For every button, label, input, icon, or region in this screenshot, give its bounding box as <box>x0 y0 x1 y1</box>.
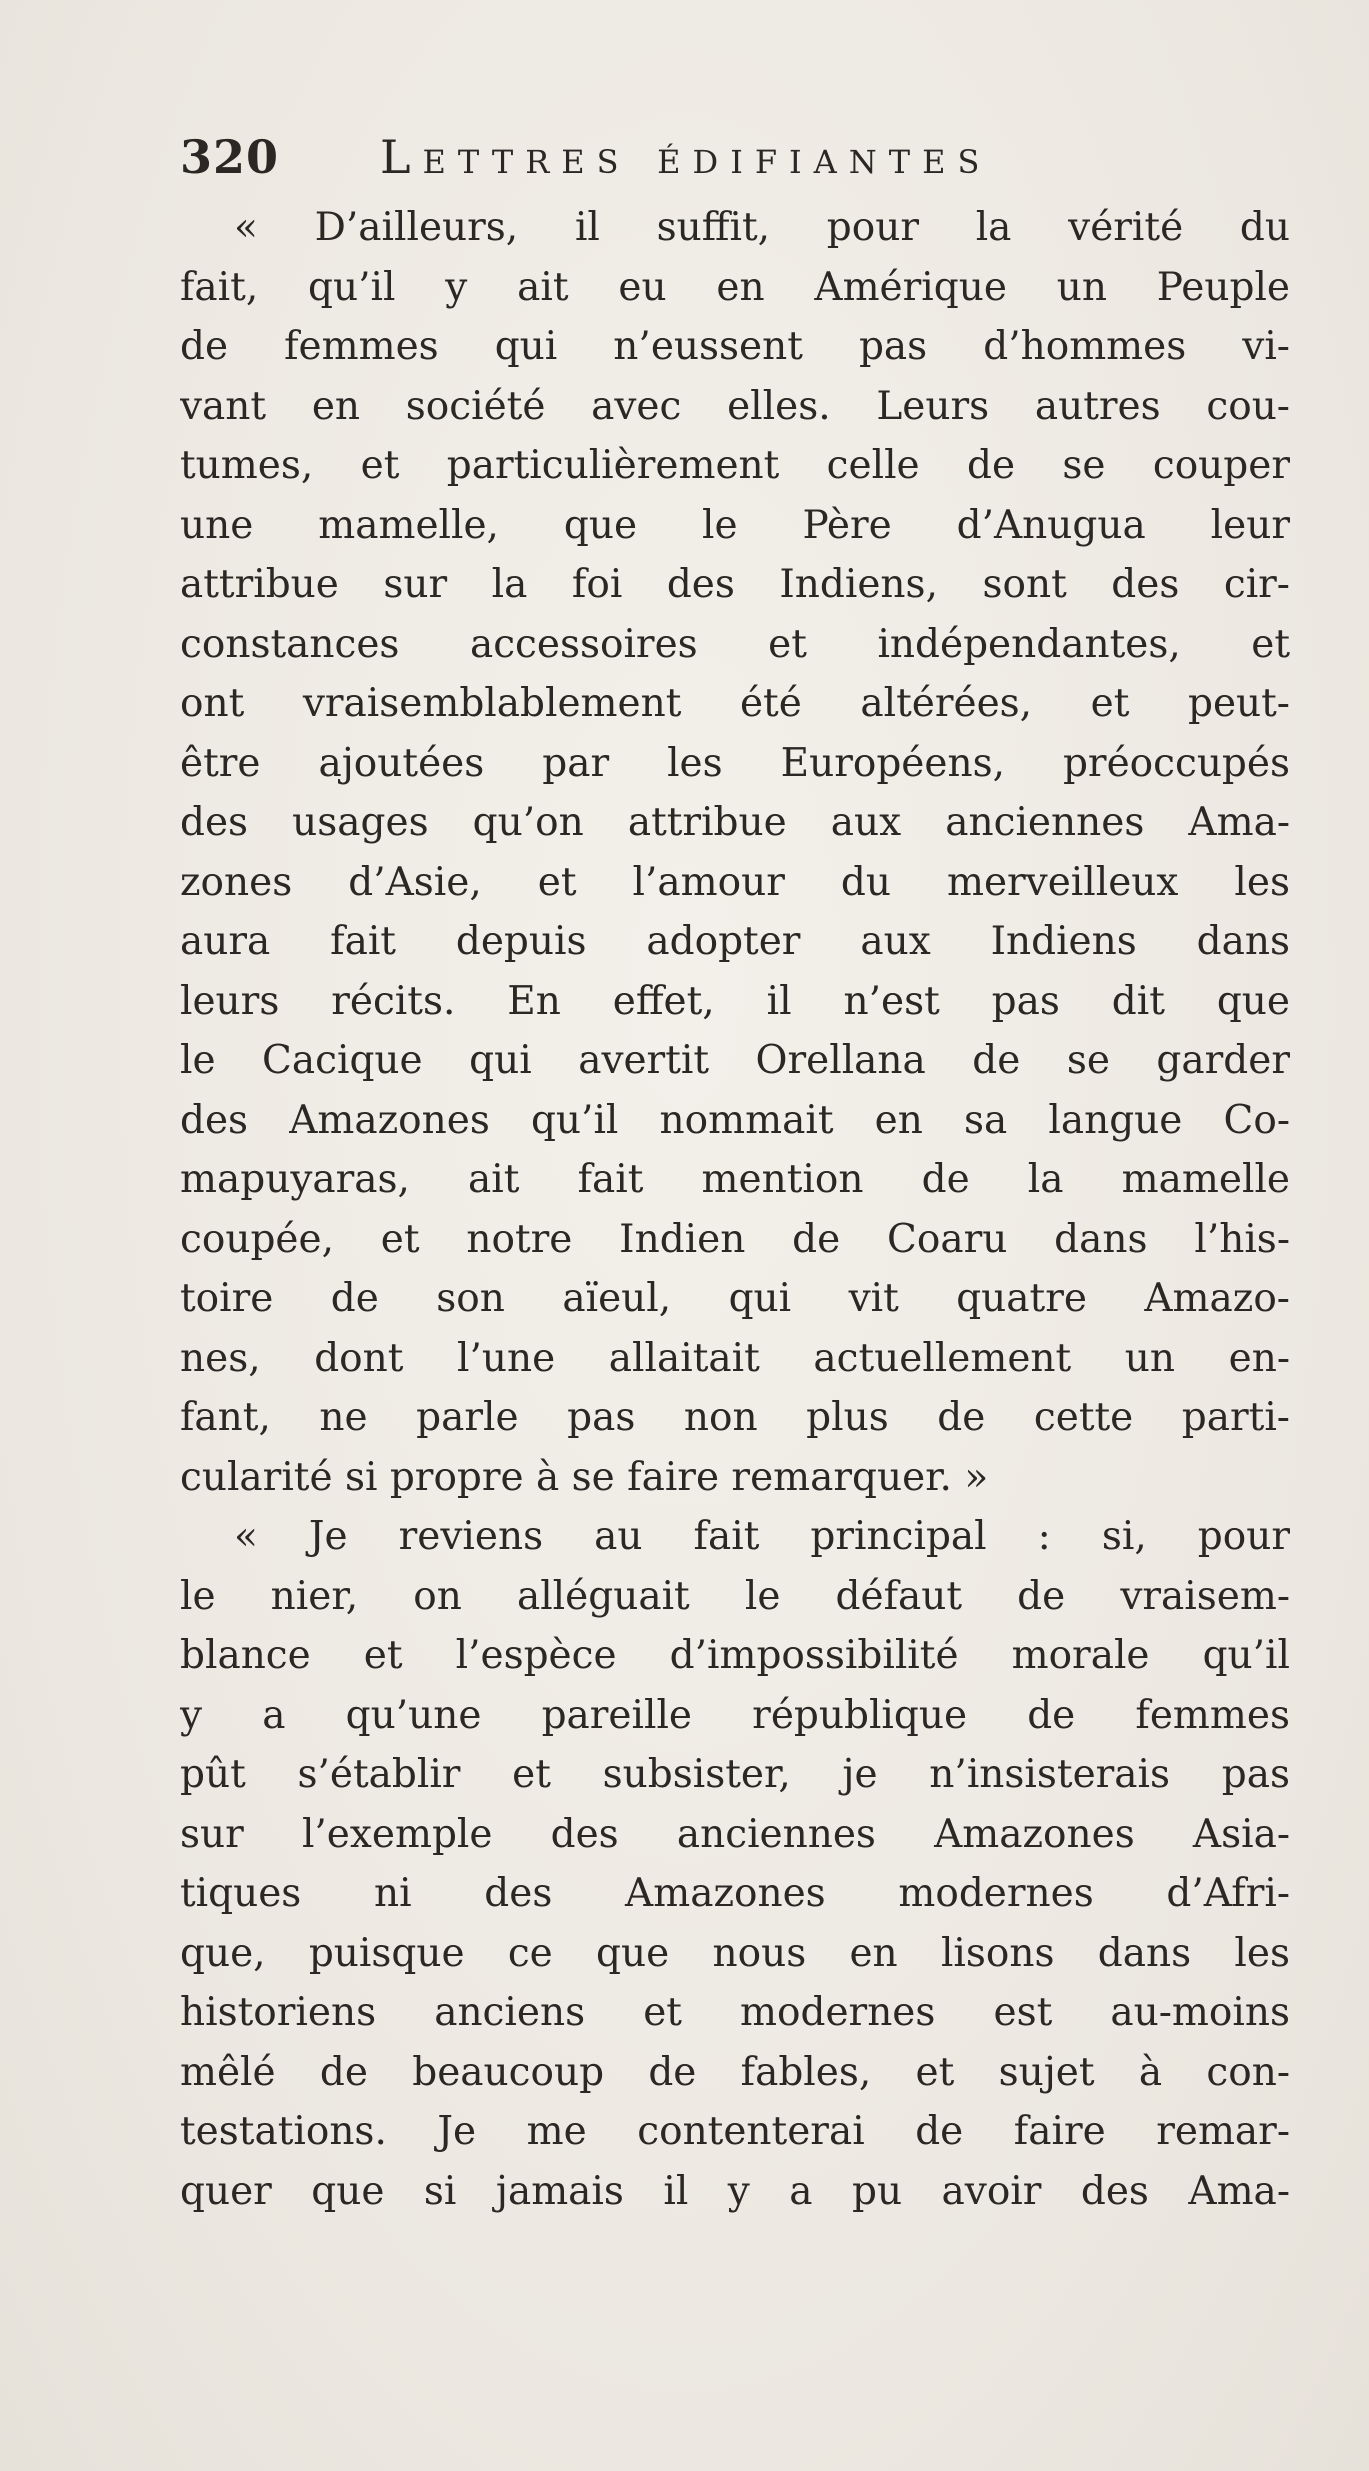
text-line: le Cacique qui avertit Orellana de se garder <box>180 1038 1290 1083</box>
text-line: mêlé de beaucoup de fables, et sujet à con- <box>180 2049 1290 2095</box>
text-line: « D’ailleurs, il suffit, pour la vérité du <box>234 205 1290 250</box>
text-line: tumes, et particulièrement celle de se couper <box>180 443 1290 488</box>
text-line: coupée, et notre Indien de Coaru dans l’his- <box>180 1216 1290 1262</box>
running-head <box>180 130 1290 192</box>
text-line: attribue sur la foi des Indiens, sont des cir- <box>180 562 1290 607</box>
text-line: y a qu’une pareille république de femmes <box>180 1692 1290 1738</box>
text-line: une mamelle, que le Père d’Anugua leur <box>180 502 1290 548</box>
text-line: testations. Je me contenterai de faire remar- <box>180 2109 1290 2154</box>
text-line: de femmes qui n’eussent pas d’hommes vi- <box>180 324 1290 369</box>
text-line: nes, dont l’une allaitait actuellement un en- <box>180 1335 1290 1381</box>
text-line: leurs récits. En effet, il n’est pas dit que <box>180 978 1290 1024</box>
text-line: constances accessoires et indépendantes, et <box>180 621 1290 667</box>
text-line: ont vraisemblablement été altérées, et peut- <box>180 681 1290 726</box>
paragraph-1 <box>180 198 1290 1507</box>
text-line: fait, qu’il y ait eu en Amérique un Peuple <box>180 264 1290 310</box>
text-line: zones d’Asie, et l’amour du merveilleux les <box>180 859 1290 905</box>
text-line: mapuyaras, ait fait mention de la mamelle <box>180 1157 1290 1202</box>
text-line: des Amazones qu’il nommait en sa langue Co- <box>180 1097 1290 1143</box>
text-line: quer que si jamais il y a pu avoir des Ama- <box>180 2168 1290 2214</box>
page-number: 320 <box>180 130 280 184</box>
text-line: cularité si propre à se faire remarquer. » <box>180 1454 989 1500</box>
text-line: blance et l’espèce d’impossibilité morale qu’il <box>180 1633 1290 1678</box>
running-title: Lettres édifiantes <box>380 130 992 184</box>
text-line: tiques ni des Amazones modernes d’Afri- <box>180 1871 1290 1916</box>
text-line: le nier, on alléguait le défaut de vraisem- <box>180 1573 1290 1619</box>
text-line: pût s’établir et subsister, je n’insisterais pas <box>180 1752 1290 1797</box>
text-line: sur l’exemple des anciennes Amazones Asia- <box>180 1811 1290 1857</box>
text-block <box>180 130 1290 2221</box>
text-line: vant en société avec elles. Leurs autres cou- <box>180 383 1290 429</box>
text-line: des usages qu’on attribue aux anciennes Ama- <box>180 800 1290 845</box>
text-line: aura fait depuis adopter aux Indiens dans <box>180 919 1290 964</box>
text-line: que, puisque ce que nous en lisons dans les <box>180 1930 1290 1976</box>
text-line: être ajoutées par les Européens, préoccupés <box>180 740 1290 786</box>
text-line: « Je reviens au fait principal : si, pour <box>234 1514 1290 1559</box>
paragraph-2 <box>180 1507 1290 2221</box>
text-line: toire de son aïeul, qui vit quatre Amazo- <box>180 1276 1290 1321</box>
text-line: historiens anciens et modernes est au-moins <box>180 1990 1290 2035</box>
text-line: fant, ne parle pas non plus de cette parti- <box>180 1395 1290 1440</box>
